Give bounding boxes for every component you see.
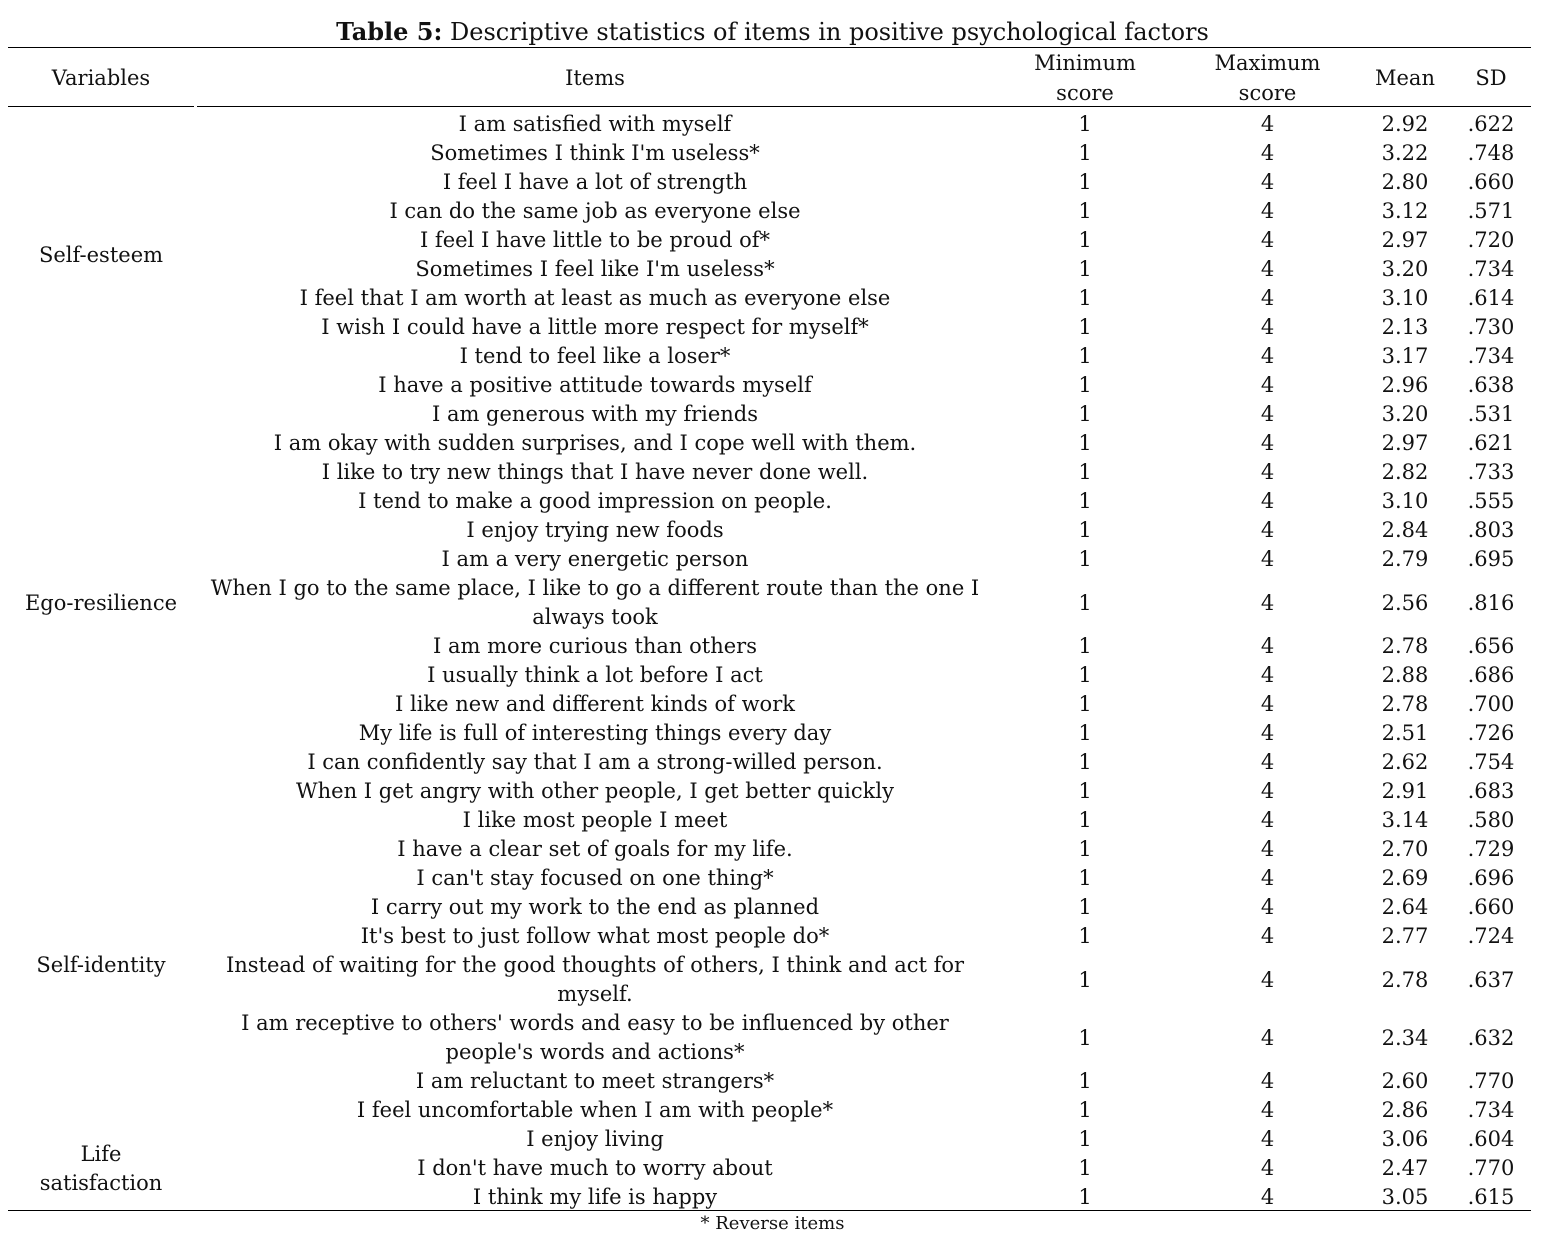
mean-cell: 2.77 [1381,924,1429,948]
sd-cell: .770 [1467,1156,1515,1180]
sd-cell: .696 [1467,866,1515,890]
maximum-score-cell: 4 [1260,315,1275,339]
table-row [0,777,1545,806]
sd-cell: .729 [1467,837,1515,861]
maximum-score-cell: 4 [1260,750,1275,774]
maximum-score-cell: 4 [1260,1025,1275,1050]
sd-cell: .660 [1467,895,1515,919]
maximum-score-cell: 4 [1260,1098,1275,1122]
item-cell: When I get angry with other people, I get better quickly [296,779,894,803]
mean-cell: 2.97 [1381,228,1429,252]
minimum-score-cell: 1 [1078,286,1092,310]
sd-cell: .734 [1467,1098,1515,1122]
minimum-score-cell: 1 [1078,895,1092,919]
maximum-score-cell: 4 [1260,344,1275,368]
sd-cell: .686 [1467,663,1515,687]
variable-group-label: Life satisfaction [39,1141,163,1195]
minimum-score-cell: 1 [1078,634,1092,658]
sd-cell: .638 [1467,373,1515,397]
sd-cell: .656 [1467,634,1515,658]
item-cell: Sometimes I think I'm useless* [430,141,760,165]
item-cell: I carry out my work to the end as planned [370,895,820,919]
table-title: Descriptive statistics of items in positive psychological factors [450,18,1209,46]
mean-cell: 2.70 [1381,837,1429,861]
maximum-score-cell: 4 [1260,547,1275,571]
item-cell: I enjoy living [526,1127,664,1151]
maximum-score-cell: 4 [1260,663,1275,687]
table-row [0,632,1545,661]
maximum-score-cell: 4 [1260,721,1275,745]
maximum-score-cell: 4 [1260,199,1275,223]
sd-cell: .754 [1467,750,1515,774]
item-cell: I can't stay focused on one thing* [416,866,774,890]
mean-cell: 2.56 [1381,590,1429,615]
minimum-score-cell: 1 [1078,315,1092,339]
mean-cell: 2.78 [1381,634,1429,658]
sd-cell: .660 [1467,170,1515,194]
maximum-score-cell: 4 [1260,634,1275,658]
mean-cell: 2.78 [1381,967,1429,992]
mean-cell: 2.96 [1381,373,1429,397]
sd-cell: .733 [1467,460,1515,484]
sd-cell: .748 [1467,141,1515,165]
item-cell: I wish I could have a little more respect for myself* [321,315,869,339]
table-row [0,1154,1545,1183]
table-row [0,516,1545,545]
sd-cell: .803 [1467,518,1515,542]
table-row [0,1125,1545,1154]
mean-cell: 3.10 [1381,286,1429,310]
sd-cell: .816 [1467,590,1515,615]
minimum-score-cell: 1 [1078,590,1092,615]
sd-cell: .621 [1467,431,1515,455]
sd-cell: .604 [1467,1127,1515,1151]
maximum-score-cell: 4 [1260,431,1275,455]
minimum-score-cell: 1 [1078,1025,1092,1050]
maximum-score-cell: 4 [1260,489,1275,513]
minimum-score-cell: 1 [1078,692,1092,716]
mean-cell: 2.47 [1381,1156,1429,1180]
sd-cell: .637 [1467,967,1515,992]
minimum-score-cell: 1 [1078,1127,1092,1151]
item-cell: I am generous with my friends [431,402,759,426]
table-row [0,110,1545,139]
item-cell: I can confidently say that I am a strong-willed person. [307,750,883,774]
sd-cell: .700 [1467,692,1515,716]
mean-cell: 3.05 [1381,1185,1429,1209]
item-cell: I feel I have a lot of strength [442,170,748,194]
minimum-score-cell: 1 [1078,547,1092,571]
mean-cell: 2.78 [1381,692,1429,716]
mean-cell: 2.69 [1381,866,1429,890]
header-underline [8,106,194,107]
mean-cell: 3.17 [1381,344,1429,368]
table-row [0,284,1545,313]
item-cell: I enjoy trying new foods [466,518,724,542]
item-cell: I am okay with sudden surprises, and I cope well with them. [273,431,917,455]
item-cell: I usually think a lot before I act [427,663,763,687]
item-cell: I like new and different kinds of work [395,692,795,716]
item-cell: Instead of waiting for the good thoughts of others, I think and act for myself. [225,953,965,1006]
maximum-score-cell: 4 [1260,779,1275,803]
table-footnote: * Reverse items [700,1213,845,1234]
table-row [0,748,1545,777]
minimum-score-cell: 1 [1078,1069,1092,1093]
minimum-score-cell: 1 [1078,170,1092,194]
minimum-score-cell: 1 [1078,808,1092,832]
mean-cell: 3.20 [1381,402,1429,426]
sd-cell: .614 [1467,286,1515,310]
mean-cell: 2.97 [1381,431,1429,455]
item-cell: When I go to the same place, I like to go a different route than the one I always took [210,576,980,629]
sd-cell: .615 [1467,1185,1515,1209]
minimum-score-cell: 1 [1078,779,1092,803]
variable-group-label: Self-esteem [38,242,164,267]
item-cell: I am receptive to others' words and easy to be influenced by other people's words and actions* [241,1011,949,1064]
table-row [0,342,1545,371]
maximum-score-cell: 4 [1260,1185,1275,1209]
minimum-score-cell: 1 [1078,1156,1092,1180]
minimum-score-cell: 1 [1078,663,1092,687]
table-row [0,893,1545,922]
maximum-score-cell: 4 [1260,257,1275,281]
mean-cell: 3.20 [1381,257,1429,281]
mean-cell: 2.51 [1381,721,1429,745]
variable-group-label: Self-identity [36,953,166,977]
mean-cell: 2.88 [1381,663,1429,687]
sd-cell: .695 [1467,547,1515,571]
item-cell: I can do the same job as everyone else [389,199,801,223]
minimum-score-cell: 1 [1078,721,1092,745]
mean-cell: 2.86 [1381,1098,1429,1122]
header-variables: Variables [51,65,151,90]
item-cell: I like to try new things that I have never done well. [321,460,869,484]
item-cell: My life is full of interesting things every day [358,721,832,745]
table-row [0,719,1545,748]
minimum-score-cell: 1 [1078,344,1092,368]
table-row [0,313,1545,342]
minimum-score-cell: 1 [1078,112,1092,136]
minimum-score-cell: 1 [1078,967,1092,992]
maximum-score-cell: 4 [1260,692,1275,716]
sd-cell: .622 [1467,112,1515,136]
maximum-score-cell: 4 [1260,170,1275,194]
table-row [0,545,1545,574]
table-row [0,458,1545,487]
sd-cell: .555 [1467,489,1515,513]
mean-cell: 2.34 [1381,1025,1429,1050]
item-cell: I am reluctant to meet strangers* [415,1069,775,1093]
table-row [0,226,1545,255]
table-row [0,1096,1545,1125]
item-cell: It's best to just follow what most people do* [360,924,830,948]
minimum-score-cell: 1 [1078,1185,1092,1209]
item-cell: I feel that I am worth at least as much as everyone else [299,286,891,310]
maximum-score-cell: 4 [1260,141,1275,165]
minimum-score-cell: 1 [1078,402,1092,426]
minimum-score-cell: 1 [1078,924,1092,948]
mean-cell: 2.62 [1381,750,1429,774]
minimum-score-cell: 1 [1078,750,1092,774]
header-minimum: Minimum score [1034,50,1136,105]
mean-cell: 2.13 [1381,315,1429,339]
mean-cell: 3.14 [1381,808,1429,832]
sd-cell: .770 [1467,1069,1515,1093]
table-row [0,690,1545,719]
mean-cell: 2.64 [1381,895,1429,919]
maximum-score-cell: 4 [1260,1156,1275,1180]
mean-cell: 2.80 [1381,170,1429,194]
mean-cell: 3.12 [1381,199,1429,223]
mean-cell: 2.79 [1381,547,1429,571]
maximum-score-cell: 4 [1260,808,1275,832]
sd-cell: .726 [1467,721,1515,745]
minimum-score-cell: 1 [1078,489,1092,513]
sd-cell: .724 [1467,924,1515,948]
minimum-score-cell: 1 [1078,460,1092,484]
mean-cell: 3.06 [1381,1127,1429,1151]
minimum-score-cell: 1 [1078,373,1092,397]
table-row [0,429,1545,458]
item-cell: I tend to feel like a loser* [459,344,731,368]
minimum-score-cell: 1 [1078,199,1092,223]
item-cell: I like most people I meet [462,808,728,832]
sd-cell: .734 [1467,257,1515,281]
minimum-score-cell: 1 [1078,257,1092,281]
mean-cell: 2.92 [1381,112,1429,136]
minimum-score-cell: 1 [1078,228,1092,252]
mean-cell: 2.84 [1381,518,1429,542]
item-cell: I am a very energetic person [441,547,749,571]
table-row [0,487,1545,516]
item-cell: I tend to make a good impression on people. [358,489,832,513]
maximum-score-cell: 4 [1260,373,1275,397]
minimum-score-cell: 1 [1078,866,1092,890]
mean-cell: 2.60 [1381,1069,1429,1093]
table-row [0,400,1545,429]
maximum-score-cell: 4 [1260,228,1275,252]
mean-cell: 3.22 [1381,141,1429,165]
maximum-score-cell: 4 [1260,866,1275,890]
sd-cell: .531 [1467,402,1515,426]
table-row [0,1183,1545,1212]
item-cell: I feel uncomfortable when I am with people* [356,1098,834,1122]
table-row [0,835,1545,864]
maximum-score-cell: 4 [1260,967,1275,992]
maximum-score-cell: 4 [1260,112,1275,136]
table-caption [0,15,1545,49]
maximum-score-cell: 4 [1260,924,1275,948]
table-row [0,197,1545,226]
table-row [0,1067,1545,1096]
sd-cell: .720 [1467,228,1515,252]
table-row [0,1009,1545,1067]
header-items: Items [565,65,625,90]
table-row [0,574,1545,632]
maximum-score-cell: 4 [1260,286,1275,310]
table-row [0,951,1545,1009]
table-row [0,168,1545,197]
maximum-score-cell: 4 [1260,460,1275,484]
item-cell: I feel I have little to be proud of* [419,228,771,252]
maximum-score-cell: 4 [1260,1069,1275,1093]
table-row [0,806,1545,835]
table-row [0,922,1545,951]
item-cell: I think my life is happy [472,1185,718,1209]
minimum-score-cell: 1 [1078,1098,1092,1122]
sd-cell: .734 [1467,344,1515,368]
item-cell: Sometimes I feel like I'm useless* [415,257,775,281]
maximum-score-cell: 4 [1260,1127,1275,1151]
mean-cell: 2.91 [1381,779,1429,803]
sd-cell: .571 [1467,199,1515,223]
table-row [0,139,1545,168]
minimum-score-cell: 1 [1078,431,1092,455]
item-cell: I am satisfied with myself [458,112,732,136]
minimum-score-cell: 1 [1078,518,1092,542]
maximum-score-cell: 4 [1260,837,1275,861]
table-row [0,371,1545,400]
mean-cell: 3.10 [1381,489,1429,513]
maximum-score-cell: 4 [1260,590,1275,615]
table-label: Table 5: [336,17,443,46]
maximum-score-cell: 4 [1260,895,1275,919]
minimum-score-cell: 1 [1078,837,1092,861]
sd-cell: .632 [1467,1025,1515,1050]
mean-cell: 2.82 [1381,460,1429,484]
maximum-score-cell: 4 [1260,402,1275,426]
maximum-score-cell: 4 [1260,518,1275,542]
minimum-score-cell: 1 [1078,141,1092,165]
table-row [0,864,1545,893]
item-cell: I don't have much to worry about [417,1156,773,1180]
header-mean: Mean [1375,65,1435,90]
table-row [0,255,1545,284]
item-cell: I have a clear set of goals for my life. [397,837,793,861]
header-underline [197,106,1531,107]
sd-cell: .683 [1467,779,1515,803]
table-row [0,661,1545,690]
header-maximum: Maximum score [1214,50,1321,105]
sd-cell: .730 [1467,315,1515,339]
item-cell: I have a positive attitude towards myself [378,373,812,397]
item-cell: I am more curious than others [433,634,757,658]
header-sd: SD [1475,65,1507,90]
variable-group-label: Ego-resilience [24,590,178,615]
sd-cell: .580 [1467,808,1515,832]
